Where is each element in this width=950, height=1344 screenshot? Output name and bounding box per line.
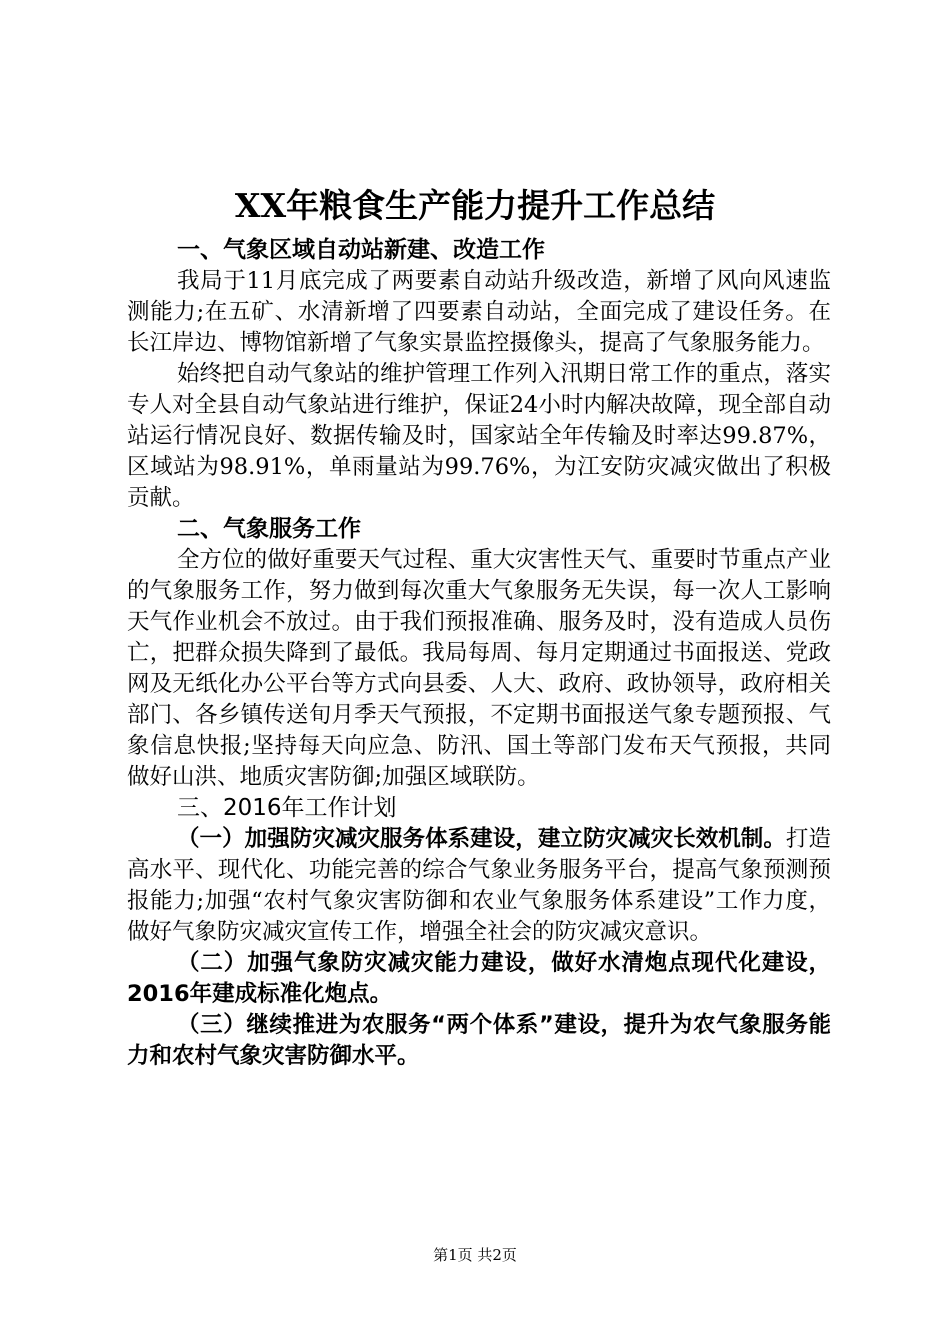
section-heading-3: 三、2016年工作计划 (177, 795, 397, 821)
document-title: XX年粮食生产能力提升工作总结 (234, 186, 716, 225)
section-heading-1: 一、气象区域自动站新建、改造工作 (177, 237, 545, 263)
plan-item-1-text: 打造高水平、现代化、功能完善的综合气象业务服务平台，提高气象预测预报能力;加强“农村气象灾害防御和农业气象服务体系建设”工作力度，做好气象防灾减灾宣传工作，增强全社会的防灾减灾意识。 (127, 826, 831, 945)
page-footer: 第1页 共2页 (433, 1246, 517, 1264)
plan-item-1 (127, 824, 831, 948)
plan-item-1-bold: （一）加强防灾减灾服务体系建设，建立防灾减灾长效机制。 (177, 826, 786, 852)
document-body (127, 235, 831, 1072)
section-2-paragraph-1: 全方位的做好重要天气过程、重大灾害性天气、重要时节重点产业的气象服务工作，努力做到每次重大气象服务无失误，每一次人工影响天气作业机会不放过。由于我们预报准确、服务及时，没有造成人员伤亡，把群众损失降到了最低。我局每周、每月定期通过书面报送、党政网及无纸化办公平台等方式向县委、人大、政府、政协领导，政府相关部门、各乡镇传送旬月季天气预报，不定期书面报送气象专题预报、气象信息快报;坚持每天向应急、防汛、国土等部门发布天气预报，共同做好山洪、地质灾害防御;加强区域联防。 (127, 547, 831, 790)
section-1-paragraph-1: 我局于11月底完成了两要素自动站升级改造，新增了风向风速监测能力;在五矿、水清新增了四要素自动站，全面完成了建设任务。在长江岸边、博物馆新增了气象实景监控摄像头，提高了气象服务能力。 (127, 268, 831, 356)
plan-item-2 (127, 948, 831, 1010)
plan-item-3-bold: （三）继续推进为农服务“两个体系”建设，提升为农气象服务能力和农村气象灾害防御水平。 (127, 1012, 831, 1069)
plan-item-2-bold: （二）加强气象防灾减灾能力建设，做好水清炮点现代化建设，2016年建成标准化炮点。 (127, 950, 831, 1007)
section-heading-2: 二、气象服务工作 (177, 516, 361, 542)
plan-item-3 (127, 1010, 831, 1072)
section-1-paragraph-2: 始终把自动气象站的维护管理工作列入汛期日常工作的重点，落实专人对全县自动气象站进行维护，保证24小时内解决故障，现全部自动站运行情况良好、数据传输及时，国家站全年传输及时率达99.87%，区域站为98.91%，单雨量站为99.76%，为江安防灾减灾做出了积极贡献。 (127, 361, 831, 511)
